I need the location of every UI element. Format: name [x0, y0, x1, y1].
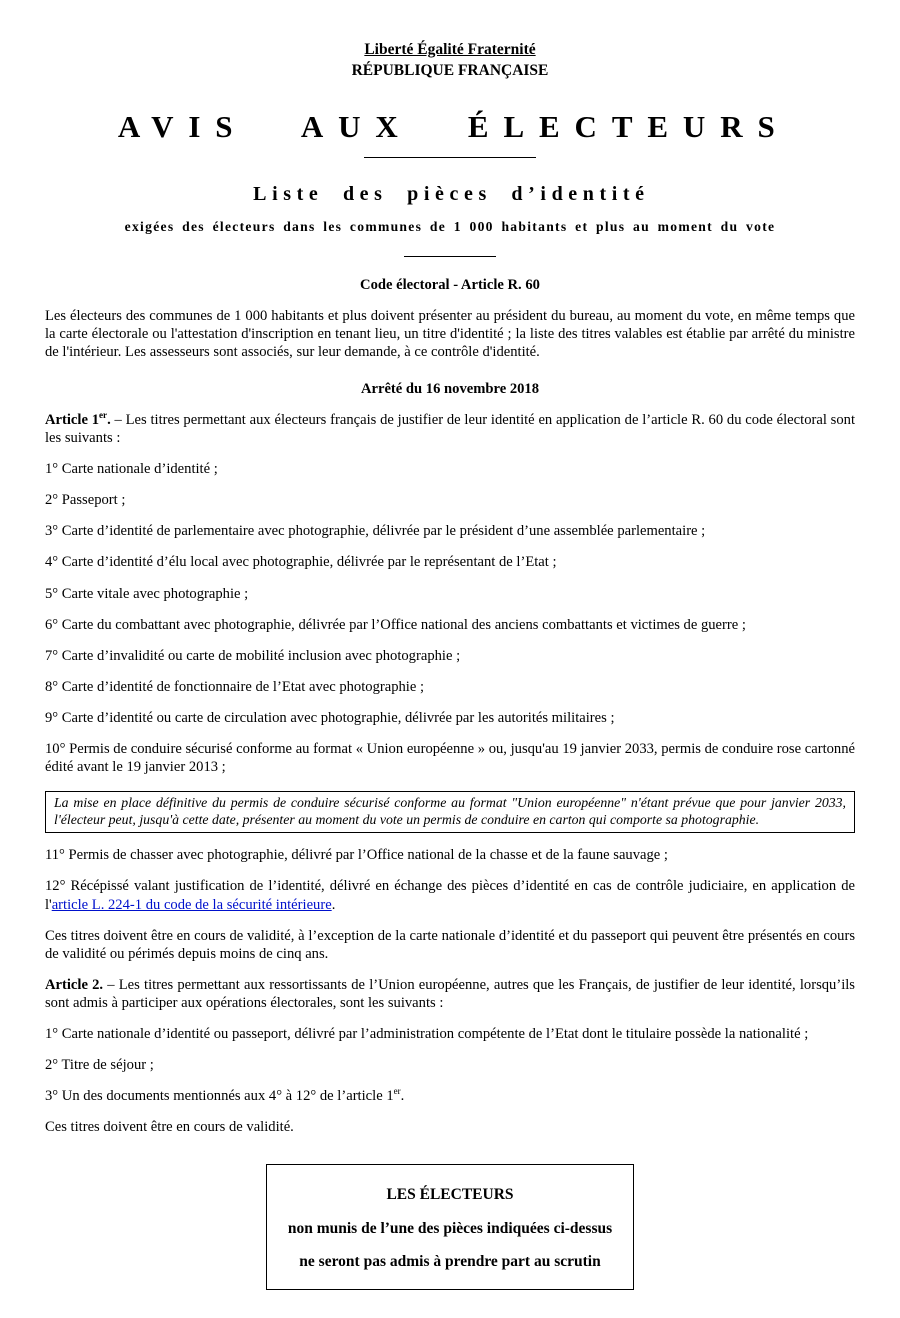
article2-intro-paragraph — [45, 976, 855, 1012]
voters-warning-box — [266, 1164, 634, 1290]
article2-item-2: 2° Titre de séjour ; — [45, 1057, 154, 1074]
article2-item3-after: . — [400, 1088, 405, 1105]
article1-item-10: 10° Permis de conduire sécurisé conforme au format « Union européenne » ou, jusqu'au 19 janvier 2033, permis de conduire rose cartonné édité avant le 19 janvier 2013 ; — [45, 741, 855, 776]
article1-label — [45, 412, 111, 428]
article1-intro-paragraph — [45, 411, 855, 447]
article2-validity-paragraph: Ces titres doivent être en cours de validité. — [45, 1119, 294, 1136]
article2-item3-sup: er — [393, 1086, 401, 1097]
article1-item-6: 6° Carte du combattant avec photographie, délivrée par l’Office national des anciens combattants et victimes de guerre ; — [45, 616, 746, 633]
article1-item-8: 8° Carte d’identité de fonctionnaire de l’Etat avec photographie ; — [45, 678, 425, 695]
article1-item-3: 3° Carte d’identité de parlementaire avec photographie, délivrée par le président d’une assemblée parlementaire ; — [45, 523, 706, 540]
article1-label-text: Article 1 — [45, 411, 100, 428]
article1-item-11: 11° Permis de chasser avec photographie, délivré par l’Office national de la chasse et de la faune sauvage ; — [45, 847, 668, 864]
code-electoral-paragraph: Les électeurs des communes de 1 000 habitants et plus doivent présenter au président du bureau, au moment du vote, en même temps que la carte électorale ou l'attestation d'inscription en tenant lieu, un titre d'identité ; la liste des titres valables est établie par arrêté du ministre de l'intérieur. Les assesseurs sont associés, sur leur demande, à ce contrôle d'identité. — [45, 307, 855, 360]
article2-item-1: 1° Carte nationale d’identité ou passeport, délivré par l’administration compétente de l’Etat dont le titulaire possède la nationalité ; — [45, 1026, 809, 1043]
article2-intro-text: – Les titres permettant aux ressortissants de l’Union européenne, autres que les Français, de justifier de leur identité, lorsqu’ils sont admis à participer aux opérations électorales, sont les suivants : — [45, 976, 855, 1011]
warning-line-1: LES ÉLECTEURS — [386, 1186, 514, 1204]
article1-intro-text: – Les titres permettant aux électeurs français de justifier de leur identité en application de l’article R. 60 du code électoral sont les suivants : — [45, 411, 855, 447]
article1-item-9: 9° Carte d’identité ou carte de circulation avec photographie, délivrée par les autorités militaires ; — [45, 709, 615, 726]
warning-line-2: non munis de l’une des pièces indiquées ci-dessus — [287, 1219, 613, 1237]
article2-label: Article 2. — [45, 976, 104, 993]
article1-item-7: 7° Carte d’invalidité ou carte de mobilité inclusion avec photographie ; — [45, 647, 461, 664]
article1-validity-paragraph: Ces titres doivent être en cours de validité, à l’exception de la carte nationale d’identité et du passeport qui peuvent être présentés en cours de validité ou périmés depuis moins de cinq ans. — [45, 927, 855, 962]
article1-label-end: . — [107, 411, 111, 428]
item12-text-after: . — [331, 896, 336, 913]
article1-item-5: 5° Carte vitale avec photographie ; — [45, 585, 249, 602]
article1-item-1: 1° Carte nationale d’identité ; — [45, 461, 218, 478]
subtitle-detail: exigées des électeurs dans les communes de 1 000 habitants et plus au moment du vote — [124, 218, 776, 234]
section-heading-arrete: Arrêté du 16 novembre 2018 — [360, 380, 540, 397]
warning-line-3: ne seront pas admis à prendre part au scrutin — [299, 1252, 601, 1270]
article1-item-4: 4° Carte d’identité d’élu local avec photographie, délivrée par le représentant de l’Etat ; — [45, 554, 557, 571]
link-article-l224-1[interactable]: article L. 224-1 du code de la sécurité intérieure — [51, 896, 332, 913]
driving-licence-note-box: La mise en place définitive du permis de conduire sécurisé conforme au format "Union européenne" n'étant prévue que pour janvier 2033, l'électeur peut, jusqu'à cette date, présenter au moment du vote un permis de conduire en carton qui comporte sa photographie. — [45, 791, 855, 833]
republic-title: RÉPUBLIQUE FRANÇAISE — [351, 62, 549, 80]
page-title: AVIS AUX ÉLECTEURS — [117, 109, 790, 145]
title-divider — [364, 157, 536, 158]
section-heading-code-electoral: Code électoral - Article R. 60 — [360, 276, 540, 293]
item12-text-before: 12° Récépissé valant justification de l’identité, délivré en échange des pièces d’identité en cas de contrôle judiciaire, en application de l' — [45, 878, 855, 913]
subtitle-main: Liste des pièces d’identité — [253, 182, 650, 205]
article1-label-sup: er — [99, 410, 108, 421]
article1-item-2: 2° Passeport ; — [45, 492, 126, 509]
article2-item-3 — [45, 1087, 855, 1105]
article2-item3-before: 3° Un des documents mentionnés aux 4° à 12° de l’article 1 — [45, 1088, 394, 1105]
national-motto: Liberté Égalité Fraternité — [364, 41, 536, 58]
article1-item-12 — [45, 877, 855, 913]
subtitle-divider — [404, 256, 496, 257]
